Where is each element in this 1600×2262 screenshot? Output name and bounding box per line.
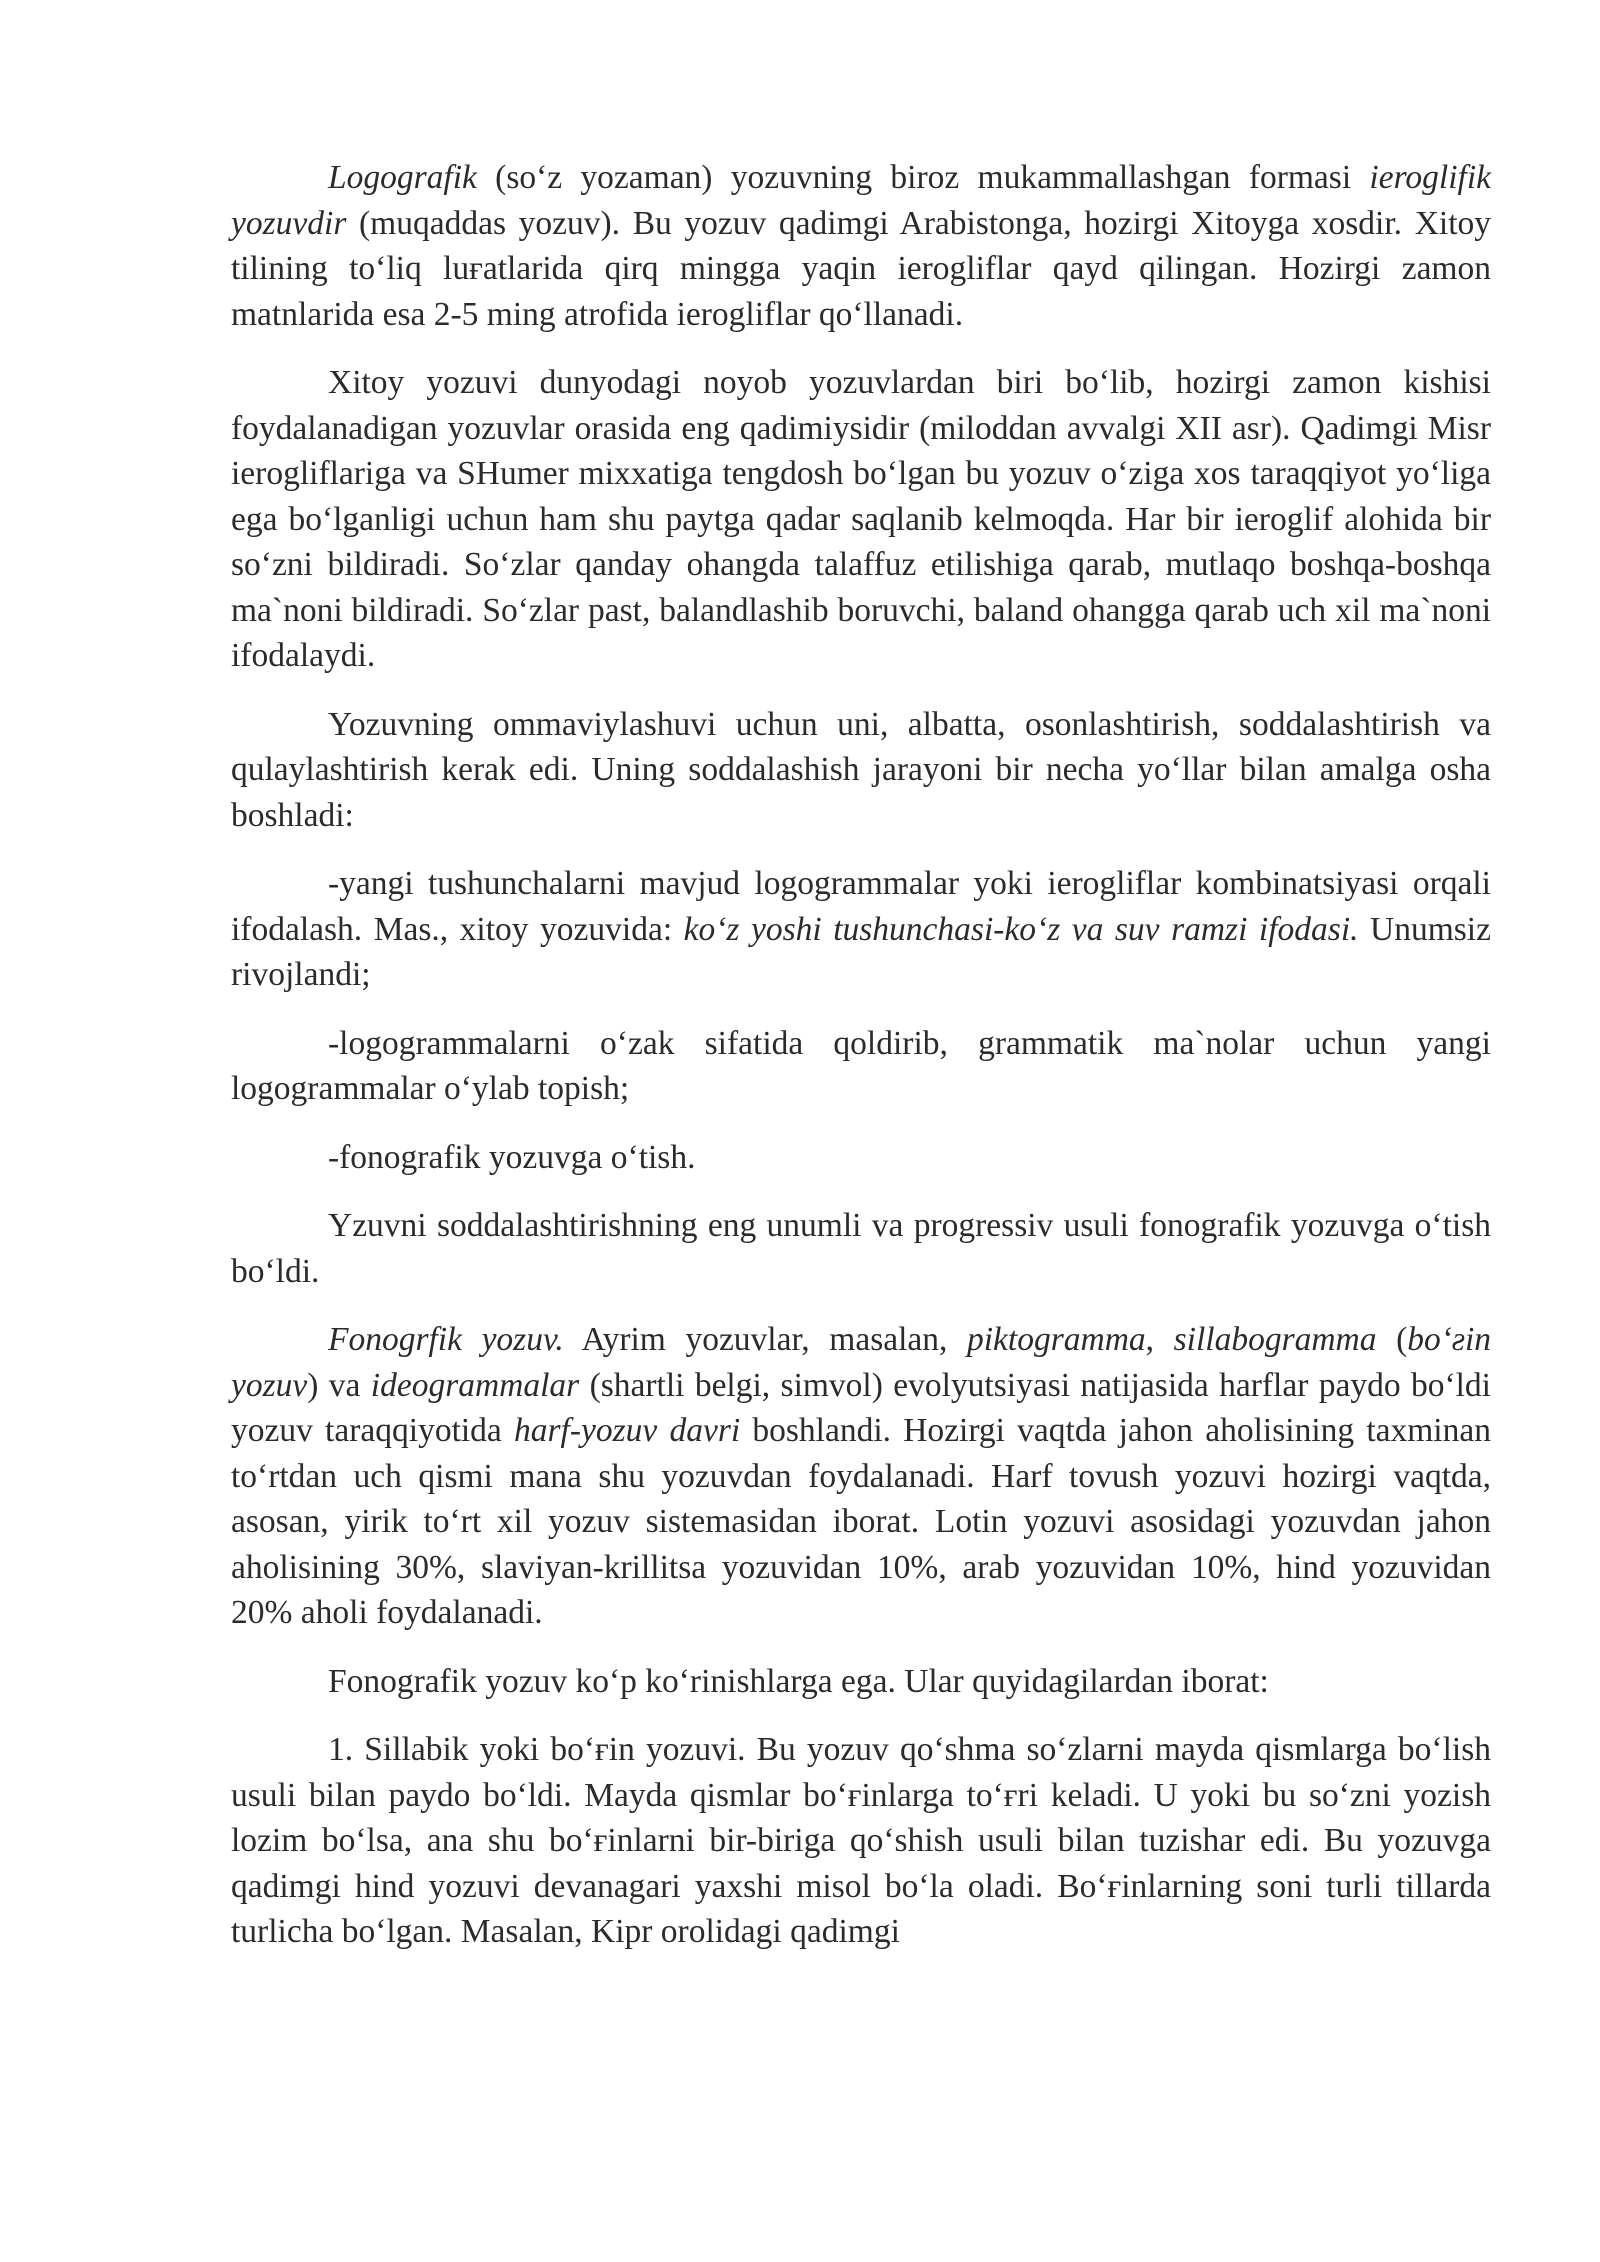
paragraph-korinishlar	[231, 1659, 1491, 1705]
text-run: Fonografik yozuv ko‘p ko‘rinishlarga ega. Ular quyidagilardan iborat:	[328, 1662, 1269, 1700]
text-run: Unumsiz rivojlandi;	[231, 910, 1491, 993]
paragraph-xitoy-yozuvi	[231, 360, 1491, 679]
text-run: (muqaddas yozuv). Bu yozuv qadimgi Arabistonga, hozirgi Xitoyga xosdir. Xitoy tilining to‘liq luғatlarida qirq mingga yaqin ierogliflar qayd qilingan. Hozirgi zamon matnlarida esa 2-5 ming atrofida ierogliflar qo‘llanadi.	[231, 204, 1491, 333]
text-run: Ayrim yozuvlar, masalan,	[563, 1321, 967, 1358]
list-item-yangi-tushunchalar	[231, 861, 1491, 998]
paragraph-fonografik-yozuv	[231, 1317, 1491, 1636]
text-run: ,	[1145, 1321, 1174, 1358]
text-run: boshlandi. Hozirgi vaqtda jahon aholisining taxminan to‘rtdan uch qismi mana shu yozuvdan foydalanadi. Harf tovush yozuvi hozirgi vaqtda, asosan, yirik to‘rt xil yozuv sistemasidan iborat. Lotin yozuvi asosidagi yozuvdan jahon aholisining 30%, slaviyan-krillitsa yozuvidan 10%, arab yozuvidan 10%, hind yozuvidan 20% aholi foydalanadi.	[231, 1412, 1491, 1631]
text-run: (shartli belgi, simvol) evolyutsiyasi natijasida harflar paydo bo‘ldi yozuv taraqqiyotida	[231, 1366, 1491, 1449]
text-run: ) va	[307, 1366, 371, 1404]
term-ideogrammalar: ideogrammalar	[370, 1366, 580, 1404]
paragraph-ommaviylashuv	[231, 702, 1491, 839]
text-run: (	[1376, 1321, 1408, 1358]
term-logografik: Logografik	[328, 159, 477, 196]
paragraph-logografik	[231, 155, 1491, 337]
text-run: 1. Sillabik yoki bo‘ғin yozuvi. Bu yozuv qo‘shma so‘zlarni mayda qismlarga bo‘lish usuli bilan paydo bo‘ldi. Mayda qismlar bo‘ғinlarga to‘ғri keladi. U yoki bu so‘zni yozish lozim bo‘lsa, ana shu bo‘ғinlarni bir-biriga qo‘shish usuli bilan tuzishar edi. Bu yozuvga qadimgi hind yozuvi devanagari yaxshi misol bo‘la oladi. Bo‘ғinlarning soni turli tillarda turlicha bo‘lgan. Masalan, Kipr orolidagi qadimgi	[231, 1731, 1491, 1950]
list-item-fonografik-otish	[231, 1135, 1491, 1181]
text-run: Xitoy yozuvi dunyodagi noyob yozuvlardan biri bo‘lib, hozirgi zamon kishisi foydalanadigan yozuvlar orasida eng qadimiysidir (miloddan avvalgi XII asr). Qadimgi Misr ierogliflariga va SHumer mixxatiga tengdosh bo‘lgan bu yozuv o‘ziga xos taraqqiyot yo‘liga ega bo‘lganligi uchun ham shu paytga qadar saqlanib kelmoqda. Har bir ieroglif alohida bir so‘zni bildiradi. So‘zlar qanday ohangda talaffuz etilishiga qarab, mutlaqo boshqa-boshqa ma`noni bildiradi. So‘zlar past, balandlashib boruvchi, baland ohangga qarab uch xil ma`noni ifodalaydi.	[231, 364, 1491, 674]
text-run: Yozuvning ommaviylashuvi uchun uni, albatta, osonlashtirish, soddalashtirish va qulaylashtirish kerak edi. Uning soddalashish jarayoni bir necha yo‘llar bilan amalga osha boshladi:	[231, 705, 1491, 834]
term-fonografik-yozuv: Fonogrfik yozuv.	[328, 1321, 564, 1358]
text-run: -fonografik yozuvga o‘tish.	[328, 1138, 696, 1176]
term-harf-yozuv-davri: harf-yozuv davri	[514, 1412, 741, 1449]
term-bogin-yozuv: bo‘ƨin yozuv	[231, 1321, 1491, 1404]
example-koz-yoshi: ko‘z yoshi tushunchasi-ko‘z va suv ramzi ifodasi.	[683, 910, 1359, 948]
paragraph-soddalashtirish	[231, 1203, 1491, 1294]
term-piktogramma: piktogramma	[966, 1321, 1146, 1358]
term-ieroglifik-yozuv: ieroglifik yozuvdir	[231, 159, 1491, 242]
text-run: Yzuvni soddalashtirishning eng unumli va progressiv usuli fonografik yozuvga o‘tish bo‘ldi.	[231, 1207, 1491, 1290]
term-sillabogramma: sillabogramma	[1173, 1321, 1377, 1358]
paragraph-sillabik-yozuv	[231, 1727, 1491, 1955]
text-run: -yangi tushunchalarni mavjud logogrammalar yoki ierogliflar kombinatsiyasi orqali ifodalash. Mas., xitoy yozuvida:	[231, 865, 1491, 948]
text-run: -logogrammalarni o‘zak sifatida qoldirib, grammatik ma`nolar uchun yangi logogrammalar o‘ylab topish;	[231, 1024, 1491, 1107]
list-item-logogrammalar	[231, 1021, 1491, 1112]
text-run: (so‘z yozaman) yozuvning biroz mukammallashgan formasi	[476, 159, 1370, 196]
